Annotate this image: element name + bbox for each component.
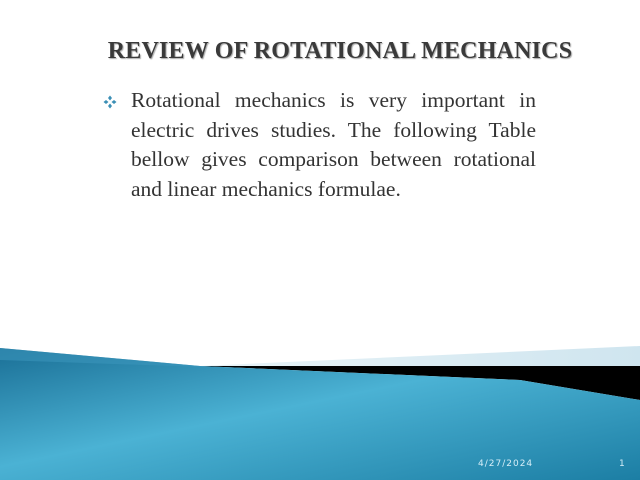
diamond-bullet-icon: [103, 95, 117, 109]
bullet-paragraph: Rotational mechanics is very important in electric drives studies. The following Table bellow gives comparison between rotational and linear mechanics formulae.: [131, 88, 536, 201]
slide-title: REVIEW OF ROTATIONAL MECHANICS: [107, 38, 573, 64]
slide-page-number: 1: [619, 459, 625, 469]
decorative-wave-band: [0, 340, 640, 480]
slide-date: 4/27/2024: [478, 459, 534, 469]
